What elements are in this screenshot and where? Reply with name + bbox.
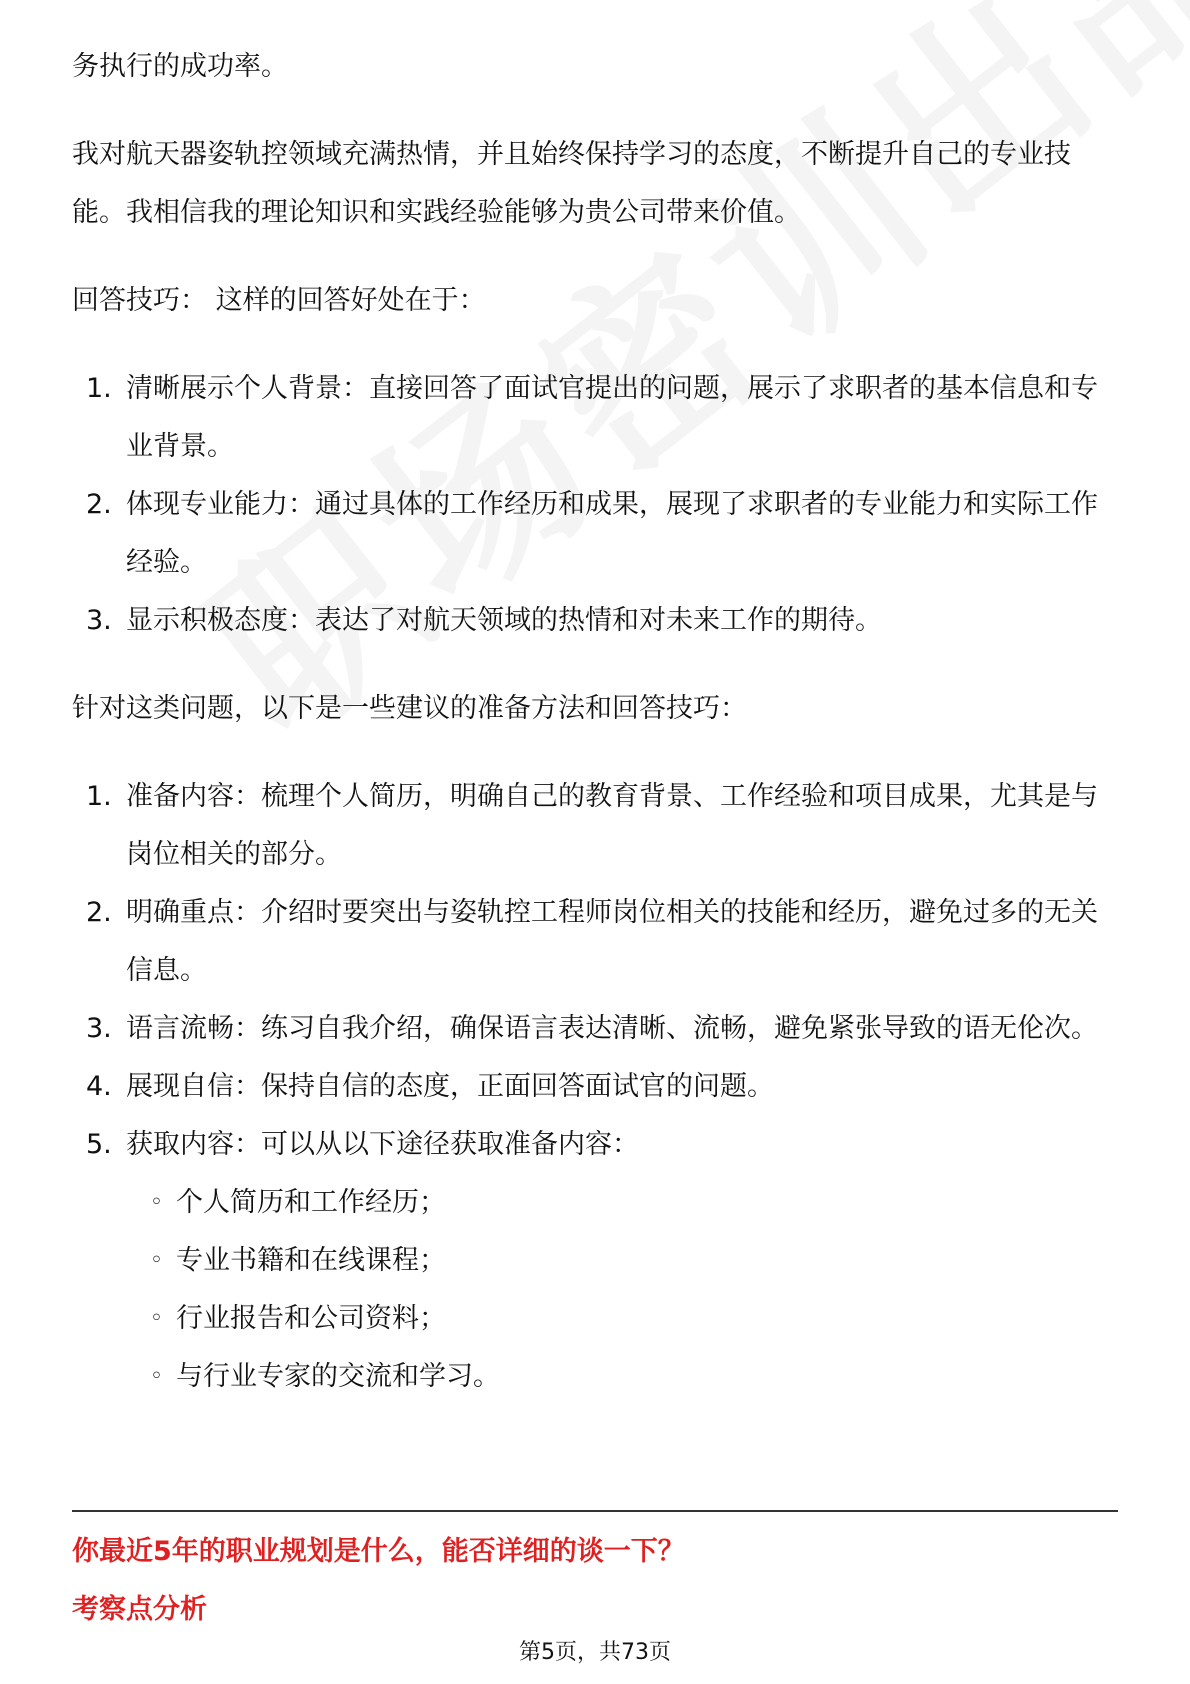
list-item bbox=[72, 1058, 1118, 1116]
hollow-bullet-icon: ◦ bbox=[150, 1248, 163, 1273]
list-item bbox=[72, 1116, 1118, 1406]
list-number: 4. bbox=[86, 1071, 112, 1102]
list-item-text: 明确重点：介绍时要突出与姿轨控工程师岗位相关的技能和经历，避免过多的无关信息。 bbox=[126, 897, 1098, 986]
list-number: 1. bbox=[86, 373, 112, 404]
list-number: 3. bbox=[86, 1013, 112, 1044]
list-item-text: 获取内容：可以从以下途径获取准备内容： bbox=[126, 1129, 639, 1160]
page-content bbox=[72, 38, 1118, 1406]
advice-list bbox=[72, 768, 1118, 1406]
hollow-bullet-icon: ◦ bbox=[150, 1364, 163, 1389]
list-item bbox=[72, 592, 1118, 650]
list-number: 1. bbox=[86, 781, 112, 812]
list-number: 2. bbox=[86, 897, 112, 928]
list-number: 5. bbox=[86, 1129, 112, 1160]
list-item-text: 清晰展示个人背景：直接回答了面试官提出的问题，展示了求职者的基本信息和专业背景。 bbox=[126, 373, 1098, 462]
list-item bbox=[72, 768, 1118, 884]
sub-list-item bbox=[126, 1348, 1118, 1406]
list-item bbox=[72, 884, 1118, 1000]
sub-list-item-text: 专业书籍和在线课程； bbox=[176, 1245, 446, 1276]
section-divider bbox=[72, 1510, 1118, 1512]
advice-intro: 针对这类问题，以下是一些建议的准备方法和回答技巧： bbox=[72, 693, 747, 724]
next-question-heading: 你最近5年的职业规划是什么，能否详细的谈一下？ bbox=[72, 1536, 685, 1567]
hollow-bullet-icon: ◦ bbox=[150, 1190, 163, 1215]
page-number-footer: 第5页，共73页 bbox=[519, 1640, 671, 1665]
section-heading: 考察点分析 bbox=[72, 1594, 207, 1625]
sources-list bbox=[126, 1174, 1118, 1406]
benefits-list bbox=[72, 360, 1118, 650]
list-item bbox=[72, 476, 1118, 592]
list-item bbox=[72, 1000, 1118, 1058]
sub-list-item bbox=[126, 1232, 1118, 1290]
list-number: 3. bbox=[86, 605, 112, 636]
sub-list-item bbox=[126, 1290, 1118, 1348]
list-item-text: 展现自信：保持自信的态度，正面回答面试官的问题。 bbox=[126, 1071, 774, 1102]
closing-paragraph: 我对航天器姿轨控领域充满热情，并且始终保持学习的态度，不断提升自己的专业技能。我相信我的理论知识和实践经验能够为贵公司带来价值。 bbox=[72, 139, 1071, 228]
sub-list-item-text: 行业报告和公司资料； bbox=[176, 1303, 446, 1334]
tips-intro: 回答技巧： 这样的回答好处在于： bbox=[72, 285, 486, 316]
hollow-bullet-icon: ◦ bbox=[150, 1306, 163, 1331]
list-item-text: 显示积极态度：表达了对航天领域的热情和对未来工作的期待。 bbox=[126, 605, 882, 636]
list-number: 2. bbox=[86, 489, 112, 520]
intro-tail-paragraph: 务执行的成功率。 bbox=[72, 51, 288, 82]
list-item-text: 准备内容：梳理个人简历，明确自己的教育背景、工作经验和项目成果，尤其是与岗位相关的部分。 bbox=[126, 781, 1098, 870]
list-item-text: 体现专业能力：通过具体的工作经历和成果，展现了求职者的专业能力和实际工作经验。 bbox=[126, 489, 1098, 578]
sub-list-item-text: 与行业专家的交流和学习。 bbox=[176, 1361, 500, 1392]
sub-list-item-text: 个人简历和工作经历； bbox=[176, 1187, 446, 1218]
list-item bbox=[72, 360, 1118, 476]
list-item-text: 语言流畅：练习自我介绍，确保语言表达清晰、流畅，避免紧张导致的语无伦次。 bbox=[126, 1013, 1098, 1044]
sub-list-item bbox=[126, 1174, 1118, 1232]
